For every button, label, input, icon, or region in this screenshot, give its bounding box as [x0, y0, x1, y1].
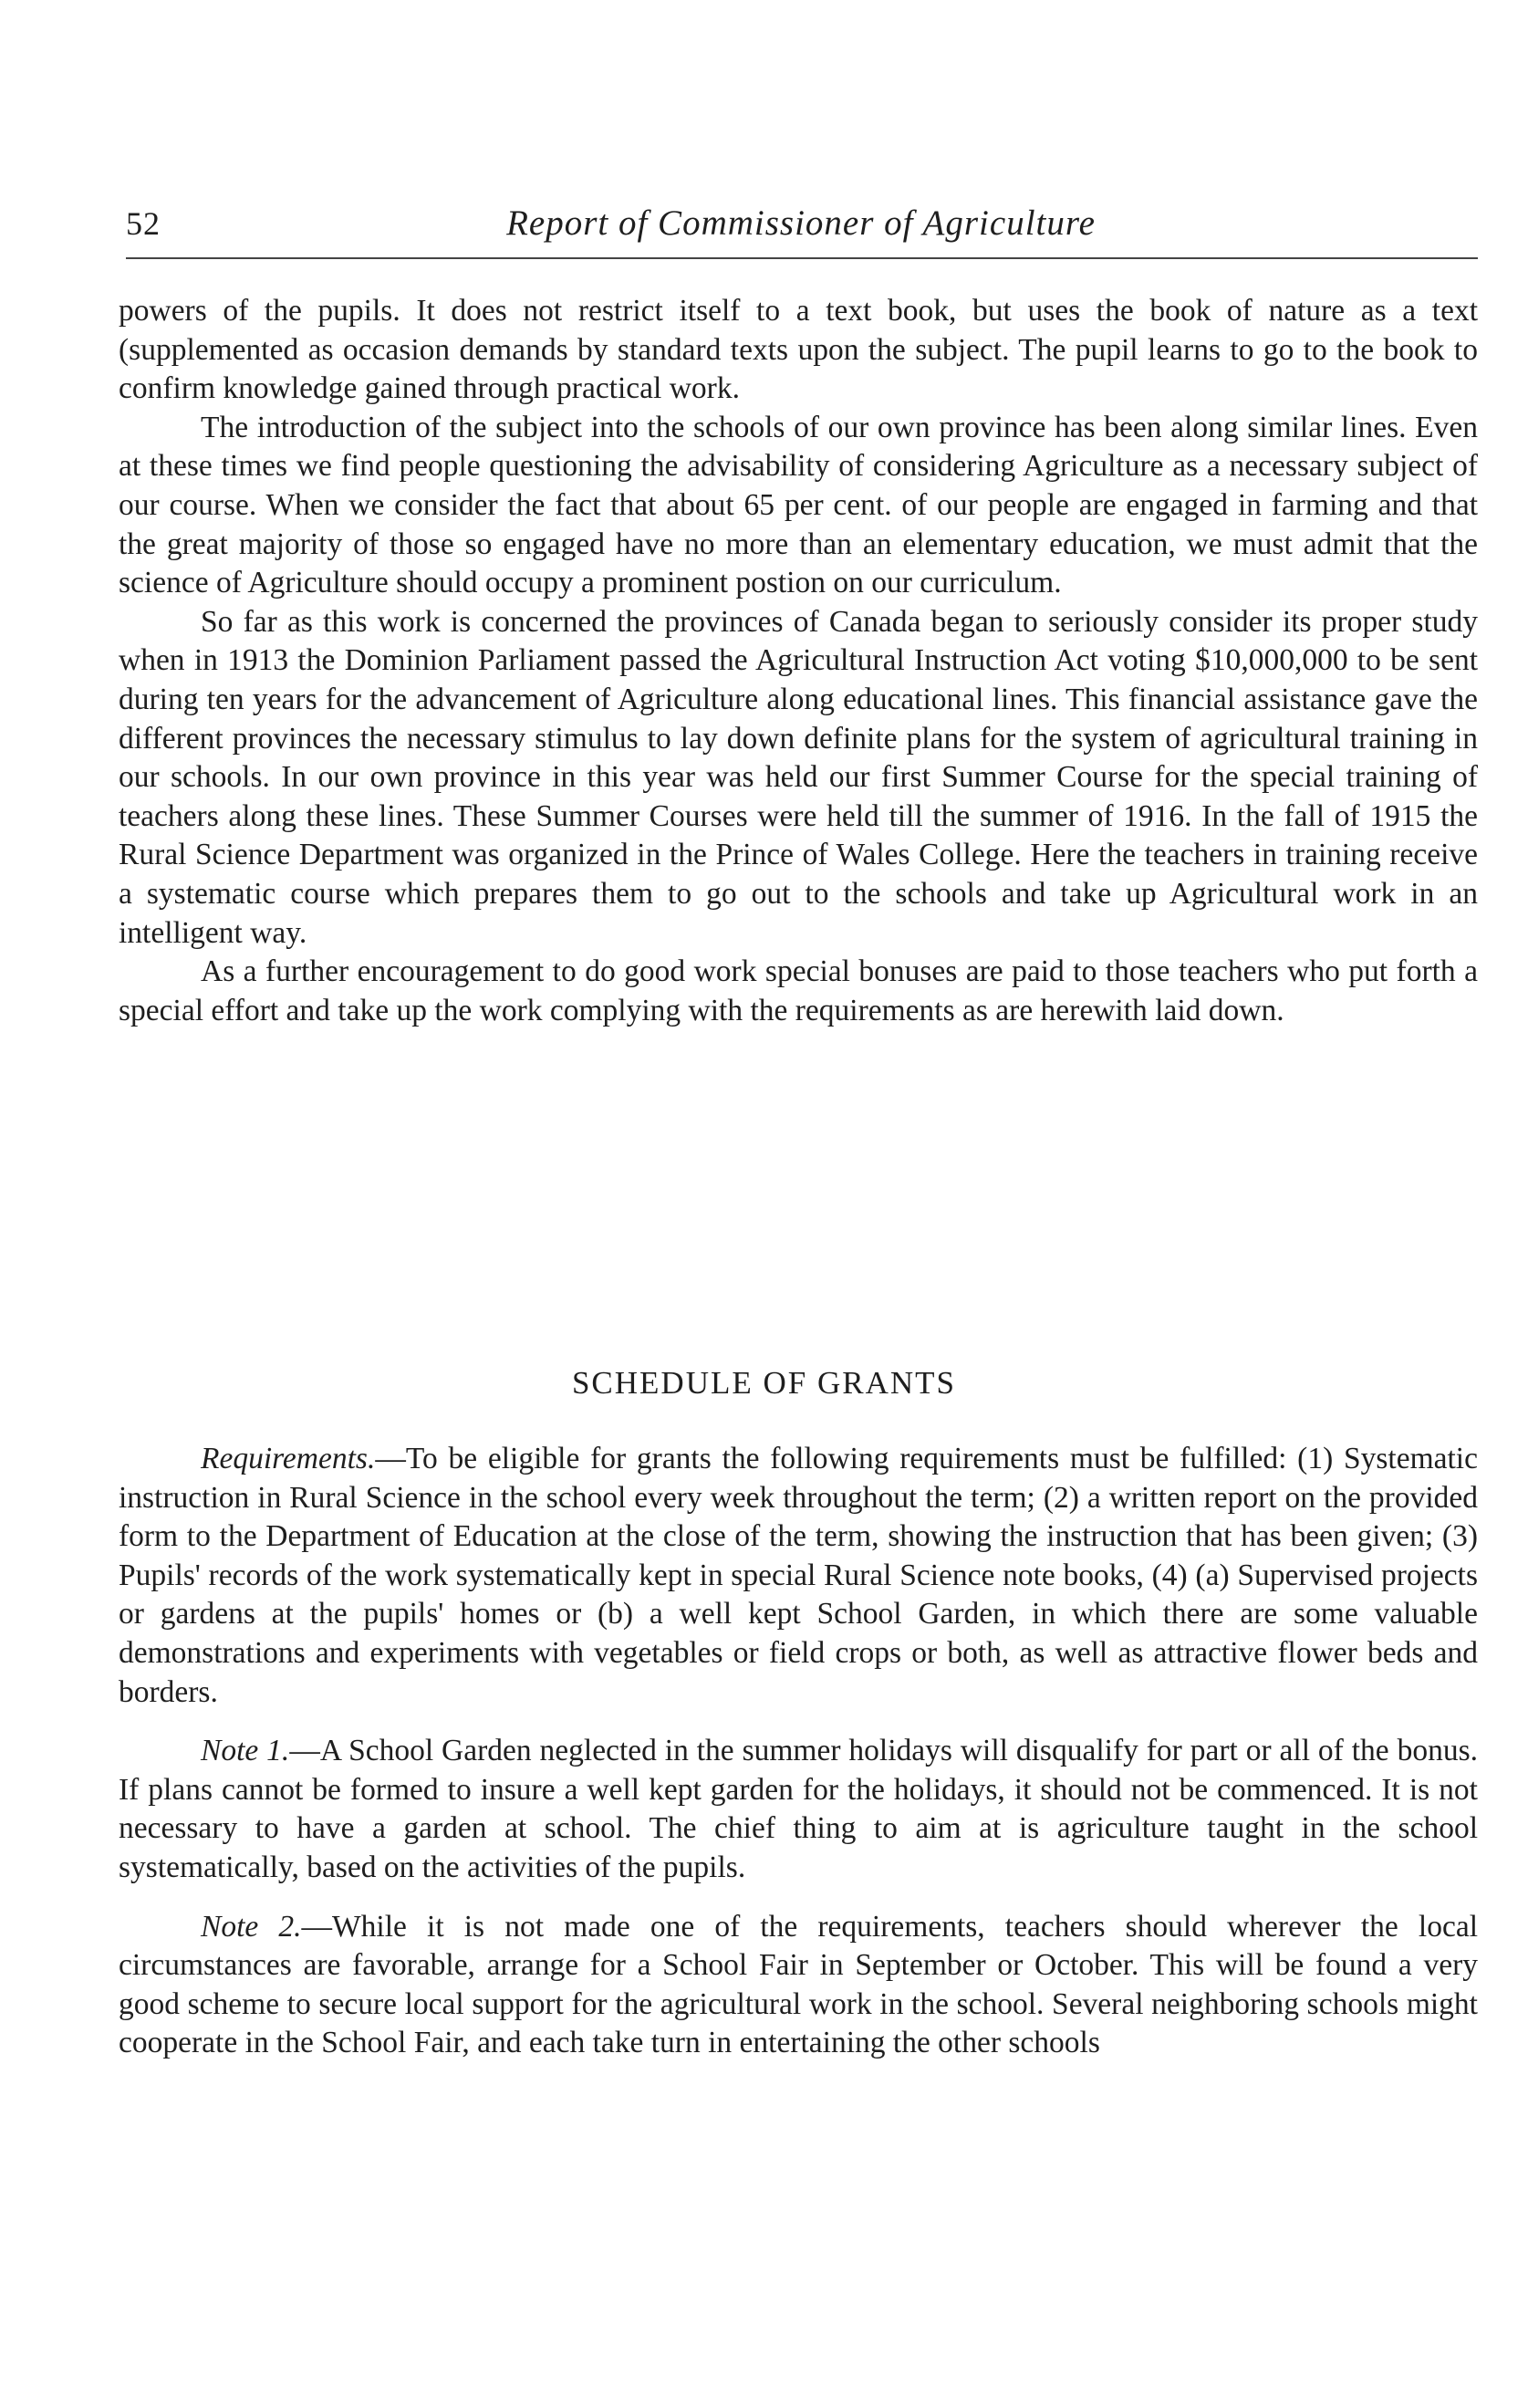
note-1-text: —A School Garden neglected in the summer holidays will disqualify for part or all of the bonus. If plans cannot be formed to insure a well kept garden for the holidays, it should not be commenced. It is not necessary to have a garden at school. The chief thing to aim at is agriculture taught in the school systematically, based on the activities of the pupils.	[119, 1734, 1478, 1884]
page-header	[126, 199, 1476, 254]
note-2-text: —While it is not made one of the requirements, teachers should wherever the local circumstances are favorable, arrange for a School Fair in September or October. This will be found a very good scheme to secure local support for the agricultural work in the school. Several neighboring schools might cooperate in the School Fair, and each take turn in entertaining the other schools	[119, 1909, 1478, 2060]
paragraph-bonuses: As a further encouragement to do good work special bonuses are paid to those teachers who put forth a special effort and take up the work complying with the requirements as are herewith laid down.	[119, 954, 1478, 1027]
paragraph-introduction: The introduction of the subject into the schools of our own province has been along similar lines. Even at these times we find people questioning the advisability of considering Agriculture as a necessary subject of our course. When we consider the fact that about 65 per cent. of our people are engaged in farming and that the great majority of those so engaged have no more than an elementary education, we must admit that the science of Agriculture should occupy a prominent postion on our curriculum.	[119, 410, 1478, 600]
paragraph-note-2	[119, 1908, 1478, 2063]
paragraph-requirements	[119, 1440, 1478, 1712]
page-number: 52	[126, 205, 161, 242]
paragraph-agricultural-instruction-act: So far as this work is concerned the provinces of Canada began to seriously consider its proper study when in 1913 the Dominion Parliament passed the Agricultural Instruction Act voting $10,000,000 to be sent during ten years for the advancement of Agriculture along educational lines. This financial assistance gave the different provinces the necessary stimulus to lay down definite plans for the system of agricultural training in our schools. In our own province in this year was held our first Summer Course for the special training of teachers along these lines. These Summer Courses were held till the summer of 1916. In the fall of 1915 the Rural Science Department was organized in the Prince of Wales College. Here the teachers in training receive a systematic course which prepares them to go out to the schools and take up Agricultural work in an intelligent way.	[119, 604, 1478, 950]
note-2-lead: Note 2.	[201, 1909, 302, 1944]
body-text-top	[119, 292, 1478, 1030]
running-head: Report of Commissioner of Agriculture	[506, 203, 1096, 243]
note-1-lead: Note 1.	[201, 1734, 290, 1768]
body-text-grants	[119, 1440, 1478, 2063]
paragraph-continuation: powers of the pupils. It does not restrict itself to a text book, but uses the book of nature as a text (supplemented as occasion demands by standard texts upon the subject. The pupil learns to go to the book to confirm knowledge gained through practical work.	[119, 294, 1478, 406]
paragraph-note-1	[119, 1732, 1478, 1887]
requirements-text: —To be eligible for grants the following requirements must be fulfilled: (1) Systematic instruction in Rural Science in the school every week throughout the term; (2) a written report on the provided form to the Department of Education at the close of the term, showing the instruction that has been given; (3) Pupils' records of the work systematically kept in special Rural Science note books, (4) (a) Supervised projects or gardens at the pupils' homes or (b) a well kept School Garden, in which there are some valuable demonstrations and experiments with vegetables or field crops or both, as well as attractive flower beds and borders.	[119, 1442, 1478, 1709]
header-rule	[126, 257, 1478, 259]
section-title: SCHEDULE OF GRANTS	[571, 1365, 957, 1401]
requirements-lead: Requirements.	[201, 1442, 376, 1475]
